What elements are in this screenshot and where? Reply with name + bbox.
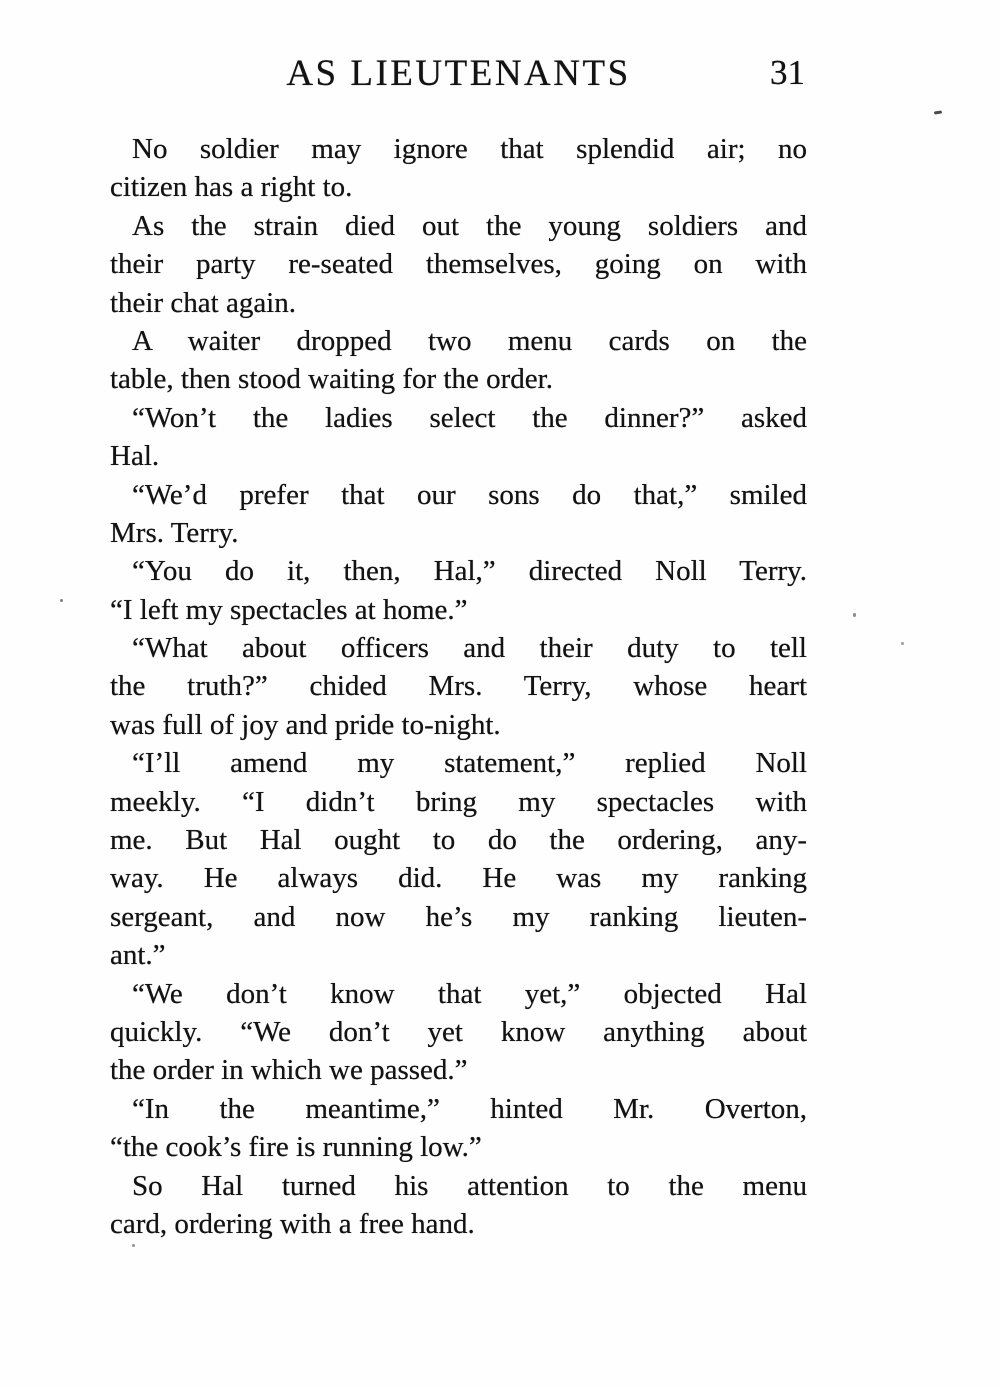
chapter-title: AS LIEUTENANTS	[286, 53, 631, 94]
scan-speck	[132, 1244, 135, 1247]
text-line: their chat again.	[110, 286, 296, 319]
paragraph	[110, 1090, 807, 1167]
text-line: table, then stood waiting for the order.	[110, 363, 553, 396]
paragraph	[110, 130, 807, 207]
text-line: Mrs. Terry.	[110, 516, 239, 549]
paragraph	[110, 207, 807, 322]
paragraph	[110, 476, 807, 553]
running-head	[110, 52, 807, 98]
paragraph	[110, 975, 807, 1090]
text-line: “What about officers and their duty to tell	[132, 632, 807, 665]
paragraph	[110, 629, 807, 744]
text-line: way. He always did. He was my ranking	[110, 862, 807, 895]
paragraph	[110, 322, 807, 399]
text-line: “In the meantime,” hinted Mr. Overton,	[132, 1092, 807, 1125]
text-line: “I left my spectacles at home.”	[110, 593, 468, 626]
text-line: card, ordering with a free hand.	[110, 1207, 475, 1240]
paragraph	[110, 1167, 807, 1244]
text-block	[110, 130, 807, 1243]
scan-speck	[60, 599, 63, 602]
text-line: meekly. “I didn’t bring my spectacles with	[110, 785, 807, 818]
text-line: “the cook’s fire is running low.”	[110, 1131, 482, 1164]
page-number: 31	[770, 53, 805, 92]
text-line: citizen has a right to.	[110, 171, 353, 204]
text-line: “We don’t know that yet,” objected Hal	[132, 977, 807, 1010]
scan-speck	[934, 110, 942, 114]
text-line: As the strain died out the young soldiers and	[132, 209, 807, 242]
text-line: “You do it, then, Hal,” directed Noll Terry.	[132, 555, 807, 588]
text-line: Hal.	[110, 440, 160, 473]
text-line: sergeant, and now he’s my ranking lieuten-	[110, 900, 807, 933]
text-line: ant.”	[110, 939, 166, 972]
paragraph	[110, 399, 807, 476]
text-line: “Won’t the ladies select the dinner?” asked	[132, 401, 807, 434]
text-line: me. But Hal ought to do the ordering, any-	[110, 824, 807, 857]
text-line: A waiter dropped two menu cards on the	[132, 324, 807, 357]
text-line: quickly. “We don’t yet know anything about	[110, 1015, 807, 1048]
paragraph	[110, 744, 807, 974]
text-line: “I’ll amend my statement,” replied Noll	[132, 747, 807, 780]
text-line: was full of joy and pride to-night.	[110, 708, 501, 741]
text-line: So Hal turned his attention to the menu	[132, 1169, 807, 1202]
text-line: No soldier may ignore that splendid air; no	[132, 133, 807, 165]
text-line: their party re-seated themselves, going on with	[110, 248, 807, 281]
scan-speck	[853, 613, 856, 617]
paragraph	[110, 552, 807, 629]
text-line: the order in which we passed.”	[110, 1054, 468, 1087]
text-line: “We’d prefer that our sons do that,” smiled	[132, 478, 807, 511]
text-line: the truth?” chided Mrs. Terry, whose heart	[110, 670, 807, 703]
scan-speck	[901, 642, 904, 645]
